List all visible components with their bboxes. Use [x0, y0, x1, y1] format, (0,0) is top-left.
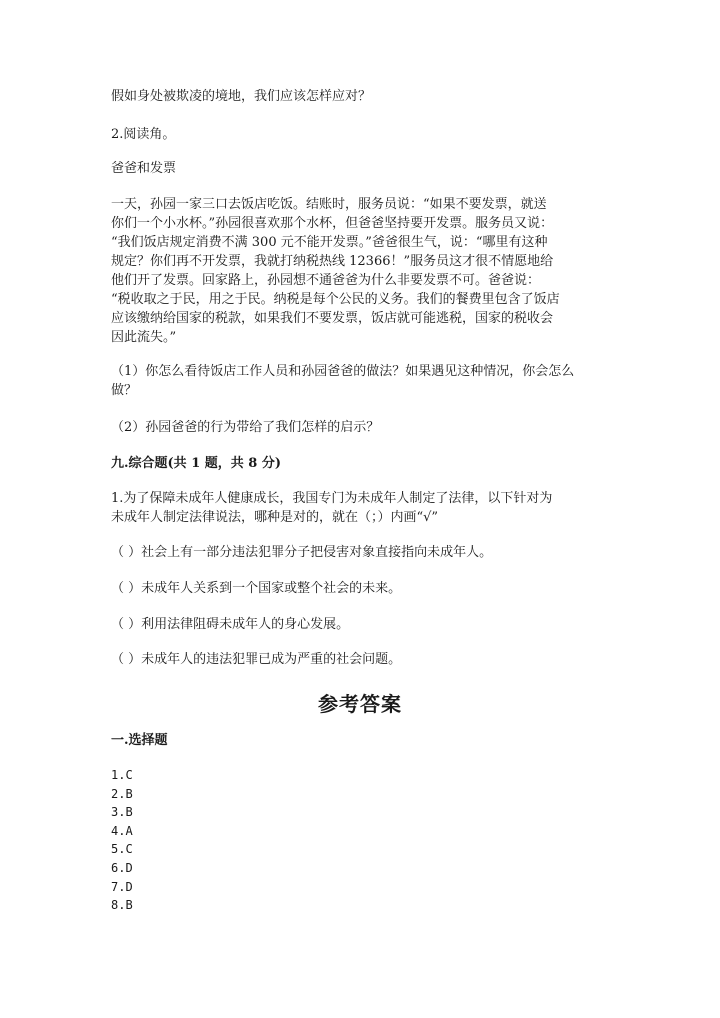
story-title: 爸爸和发票	[111, 161, 177, 176]
story-line: 一天，孙园一家三口去饭店吃饭。结账时，服务员说：“如果不要发票，就送	[111, 197, 547, 212]
story-line: 你们一个小水杯。”孙园很喜欢那个水杯，但爸爸坚持要开发票。服务员又说：	[111, 216, 554, 231]
option-statement: （ ）未成年人关系到一个国家或整个社会的未来。	[111, 581, 402, 596]
sub-question-1	[111, 362, 616, 400]
sub-question-1-line: （1）你怎么看待饭店工作人员和孙园爸爸的做法？如果遇见这种情况，你会怎么	[111, 364, 575, 379]
section-9-question-line: 1.为了保障未成年人健康成长，我国专门为未成年人制定了法律，以下针对为	[111, 491, 553, 506]
answer-item: 7.D	[111, 879, 133, 894]
answer-item: 3.B	[111, 805, 133, 820]
reading-corner-label: 2.阅读角。	[111, 127, 176, 142]
sub-question-1-line: 做？	[111, 383, 138, 398]
section-9-question-line: 未成年人制定法律说法，哪种是对的，就在（；）内画“√”	[111, 510, 439, 525]
story-line: 他们开了发票。回家路上，孙园想不通爸爸为什么非要发票不可。爸爸说：	[111, 273, 541, 288]
answer-list	[111, 766, 133, 915]
answer-item: 1.C	[111, 768, 133, 782]
bullying-question: 假如身处被欺凌的境地，我们应该怎样应对？	[111, 89, 372, 104]
story-line: 因此流失。”	[111, 330, 177, 345]
answer-item: 5.C	[111, 842, 133, 857]
story-line: “我们饭店规定消费不满 300 元不能开发票。”爸爸很生气，说：“哪里有这种	[111, 235, 548, 250]
answer-key-title: 参考答案	[318, 692, 402, 716]
story-line: “税收取之于民，用之于民。纳税是每个公民的义务。我们的餐费里包含了饭店	[111, 292, 560, 307]
answer-item: 2.B	[111, 786, 133, 801]
sub-question-2: （2）孙园爸爸的行为带给了我们怎样的启示？	[111, 420, 380, 435]
answer-item: 4.A	[111, 823, 133, 838]
section-9-heading: 九.综合题(共 1 题，共 8 分)	[111, 456, 282, 471]
option-statement: （ ）未成年人的违法犯罪已成为严重的社会问题。	[111, 652, 402, 667]
option-statement: （ ）利用法律阻碍未成年人的身心发展。	[111, 617, 350, 632]
story-line: 应该缴纳给国家的税款，如果我们不要发票，饭店就可能逃税，国家的税收会	[111, 311, 554, 326]
answer-section-1-heading: 一.选择题	[111, 733, 168, 748]
answer-item: 8.B	[111, 898, 133, 913]
section-9-question	[111, 489, 616, 527]
answer-item: 6.D	[111, 860, 133, 875]
story-paragraph	[111, 195, 616, 347]
story-line: 规定？你们再不开发票，我就打纳税热线 12366！”服务员这才很不情愿地给	[111, 254, 554, 269]
option-statement: （ ）社会上有一部分违法犯罪分子把侵害对象直接指向未成年人。	[111, 545, 493, 560]
